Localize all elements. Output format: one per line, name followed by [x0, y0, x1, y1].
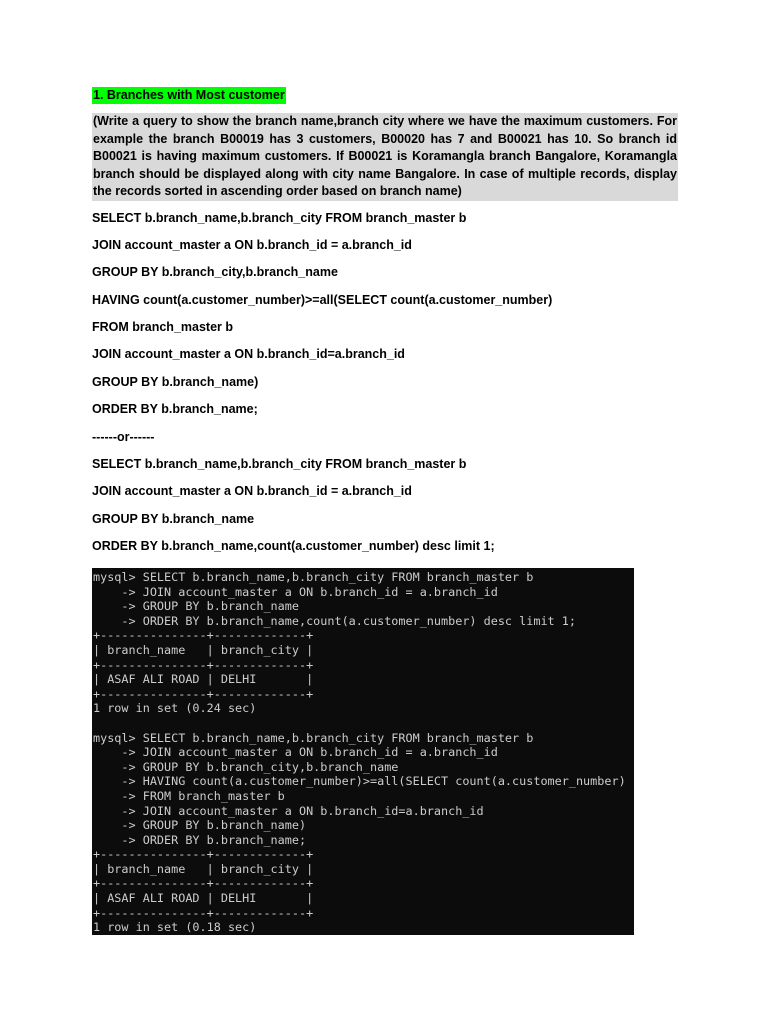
sql-line: JOIN account_master a ON b.branch_id = a.branch_id	[92, 484, 412, 499]
terminal-line: -> GROUP BY b.branch_name	[93, 599, 299, 614]
terminal-line	[92, 716, 634, 731]
terminal-line: -> JOIN account_master a ON b.branch_id = a.branch_id	[93, 745, 498, 760]
terminal-line: +---------------+-------------+	[93, 876, 314, 891]
section-heading-wrap	[92, 86, 678, 104]
terminal-line: +---------------+-------------+	[93, 686, 314, 701]
terminal-line: mysql> SELECT b.branch_name,b.branch_city FROM branch_master b	[93, 570, 534, 584]
section-heading: 1. Branches with Most customer	[93, 88, 285, 102]
sql-line: ORDER BY b.branch_name,count(a.customer_number) desc limit 1;	[92, 539, 495, 554]
sql-line: FROM branch_master b	[92, 320, 234, 335]
terminal-line: -> HAVING count(a.customer_number)>=all(SELECT count(a.customer_number)	[93, 774, 626, 789]
document-body	[92, 86, 678, 566]
sql-line: JOIN account_master a ON b.branch_id = a.branch_id	[92, 237, 412, 252]
sql-line: SELECT b.branch_name,b.branch_city FROM branch_master b	[92, 457, 467, 472]
sql-line: GROUP BY b.branch_name	[92, 511, 255, 526]
terminal-screenshot	[92, 568, 634, 935]
terminal-line: +---------------+-------------+	[93, 628, 314, 643]
sql-line: GROUP BY b.branch_city,b.branch_name	[92, 265, 338, 280]
sql-line: HAVING count(a.customer_number)>=all(SELECT count(a.customer_number)	[92, 292, 553, 307]
terminal-line: | ASAF ALI ROAD | DELHI |	[93, 891, 314, 906]
sql-line: SELECT b.branch_name,b.branch_city FROM branch_master b	[92, 210, 467, 225]
terminal-line: 1 row in set (0.24 sec)	[93, 701, 257, 716]
terminal-line: -> JOIN account_master a ON b.branch_id=a.branch_id	[93, 803, 484, 818]
terminal-line: 1 row in set (0.18 sec)	[93, 920, 257, 935]
separator-or: ------or------	[92, 429, 155, 444]
terminal-line: -> JOIN account_master a ON b.branch_id = a.branch_id	[93, 584, 498, 599]
terminal-line: -> ORDER BY b.branch_name;	[93, 832, 307, 847]
sql-line: GROUP BY b.branch_name)	[92, 374, 259, 389]
terminal-line: mysql> SELECT b.branch_name,b.branch_city FROM branch_master b	[93, 730, 534, 745]
sql-line: JOIN account_master a ON b.branch_id=a.branch_id	[92, 347, 405, 362]
terminal-line: -> ORDER BY b.branch_name,count(a.customer_number) desc limit 1;	[93, 613, 576, 628]
terminal-line: -> GROUP BY b.branch_name)	[93, 818, 307, 833]
terminal-line: +---------------+-------------+	[93, 847, 314, 862]
sql-line: ORDER BY b.branch_name;	[92, 402, 258, 417]
sql-code-block	[92, 210, 678, 556]
terminal-line: -> FROM branch_master b	[93, 788, 285, 803]
terminal-line: | ASAF ALI ROAD | DELHI |	[93, 672, 314, 687]
terminal-line: -> GROUP BY b.branch_city,b.branch_name	[93, 759, 399, 774]
terminal-line: +---------------+-------------+	[93, 657, 314, 672]
terminal-line: | branch_name | branch_city |	[93, 861, 314, 876]
terminal-output	[92, 568, 634, 935]
question-text: (Write a query to show the branch name,branch city where we have the maximum customers. For example the branch B00019 has 3 customers, B00020 has 7 and B00021 has 10. So branch id B00021 is having maximum customers. If B00021 is Koramangla branch Bangalore, Koramangla branch should be displayed along with city name Bangalore. In case of multiple records, display the records sorted in ascending order based on branch name)	[92, 113, 678, 201]
terminal-line: | branch_name | branch_city |	[93, 642, 314, 657]
terminal-line: +---------------+-------------+	[93, 905, 314, 920]
